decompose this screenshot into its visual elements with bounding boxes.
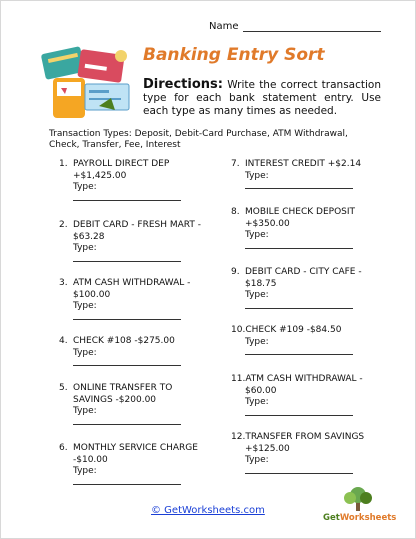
question-number: 2. bbox=[59, 220, 68, 230]
question-item bbox=[231, 207, 355, 249]
type-label: Type: bbox=[245, 336, 269, 347]
question-text: ONLINE TRANSFER TO bbox=[73, 383, 173, 393]
page-title: Banking Entry Sort bbox=[143, 45, 325, 65]
directions-block bbox=[143, 78, 381, 118]
type-label: Type: bbox=[73, 243, 97, 253]
question-number: 1. bbox=[59, 159, 68, 169]
question-item bbox=[59, 220, 201, 262]
name-field bbox=[209, 21, 381, 32]
question-text: PAYROLL DIRECT DEP bbox=[73, 159, 170, 169]
question-amount: $60.00 bbox=[245, 385, 277, 396]
answer-line[interactable] bbox=[73, 319, 181, 320]
question-text: MOBILE CHECK DEPOSIT bbox=[245, 207, 356, 217]
answer-line[interactable] bbox=[73, 484, 181, 485]
type-label: Type: bbox=[73, 466, 97, 476]
type-label: Type: bbox=[73, 301, 97, 311]
type-label: Type: bbox=[245, 455, 269, 465]
question-number: 5. bbox=[59, 383, 68, 393]
question-item bbox=[231, 159, 361, 189]
question-amount: +$1,425.00 bbox=[73, 170, 127, 181]
question-item bbox=[59, 278, 190, 320]
question-item bbox=[59, 336, 181, 366]
type-label: Type: bbox=[73, 347, 97, 358]
banking-clipart-icon bbox=[39, 44, 135, 126]
answer-line[interactable] bbox=[73, 365, 181, 366]
question-number: 9. bbox=[231, 267, 240, 277]
question-text: MONTHLY SERVICE CHARGE bbox=[73, 443, 198, 453]
type-label: Type: bbox=[73, 406, 97, 416]
question-text: ATM CASH WITHDRAWAL - bbox=[245, 374, 363, 384]
question-text: TRANSFER FROM SAVINGS bbox=[245, 432, 365, 442]
getworksheets-logo-text: GetWorksheets bbox=[323, 513, 397, 523]
answer-line[interactable] bbox=[245, 415, 353, 416]
answer-line[interactable] bbox=[245, 473, 353, 474]
question-amount: $18.75 bbox=[245, 278, 277, 289]
type-label: Type: bbox=[245, 290, 269, 300]
question-number: 10. bbox=[231, 325, 246, 335]
question-amount: $100.00 bbox=[73, 289, 111, 300]
question-number: 3. bbox=[59, 278, 68, 288]
question-number: 12. bbox=[231, 432, 246, 442]
question-item bbox=[59, 383, 181, 425]
type-label: Type: bbox=[245, 230, 269, 240]
directions-text: Write the correct transaction type for each bank statement entry. Use each type as many times as needed. bbox=[143, 79, 381, 117]
type-label: Type: bbox=[245, 397, 269, 407]
getworksheets-link[interactable]: © GetWorksheets.com bbox=[151, 505, 265, 516]
question-amount: $63.28 bbox=[73, 231, 105, 242]
question-number: 7. bbox=[231, 159, 240, 169]
name-label: Name bbox=[209, 21, 239, 32]
question-amount: +$125.00 bbox=[245, 443, 290, 454]
question-text: DEBIT CARD - CITY CAFE - bbox=[245, 267, 362, 277]
answer-line[interactable] bbox=[73, 261, 181, 262]
answer-line[interactable] bbox=[245, 248, 353, 249]
answer-line[interactable] bbox=[245, 188, 353, 189]
question-number: 6. bbox=[59, 443, 68, 453]
directions-label: Directions: bbox=[143, 77, 223, 92]
question-text: ATM CASH WITHDRAWAL - bbox=[73, 278, 191, 288]
question-text: INTEREST CREDIT +$2.14 bbox=[245, 159, 362, 169]
question-item bbox=[231, 374, 363, 416]
type-label: Type: bbox=[73, 182, 97, 192]
question-number: 11. bbox=[231, 374, 246, 384]
question-text: CHECK #109 -$84.50 bbox=[245, 325, 342, 335]
question-item bbox=[231, 325, 353, 355]
question-item bbox=[59, 443, 198, 485]
answer-line[interactable] bbox=[73, 424, 181, 425]
question-amount: -$10.00 bbox=[73, 454, 108, 465]
name-input-line[interactable] bbox=[243, 21, 381, 32]
answer-line[interactable] bbox=[245, 354, 353, 355]
question-number: 8. bbox=[231, 207, 240, 217]
question-amount: SAVINGS -$200.00 bbox=[73, 394, 157, 405]
question-text: CHECK #108 -$275.00 bbox=[73, 336, 175, 346]
transaction-types: Transaction Types: Deposit, Debit-Card Purchase, ATM Withdrawal, Check, Transfer, Fee, Interest bbox=[49, 129, 348, 150]
question-number: 4. bbox=[59, 336, 68, 346]
type-label: Type: bbox=[245, 170, 269, 181]
question-item bbox=[231, 267, 362, 309]
question-item bbox=[59, 159, 181, 201]
question-text: DEBIT CARD - FRESH MART - bbox=[73, 220, 201, 230]
answer-line[interactable] bbox=[73, 200, 181, 201]
answer-line[interactable] bbox=[245, 308, 353, 309]
question-amount: +$350.00 bbox=[245, 218, 290, 229]
question-item bbox=[231, 432, 364, 474]
